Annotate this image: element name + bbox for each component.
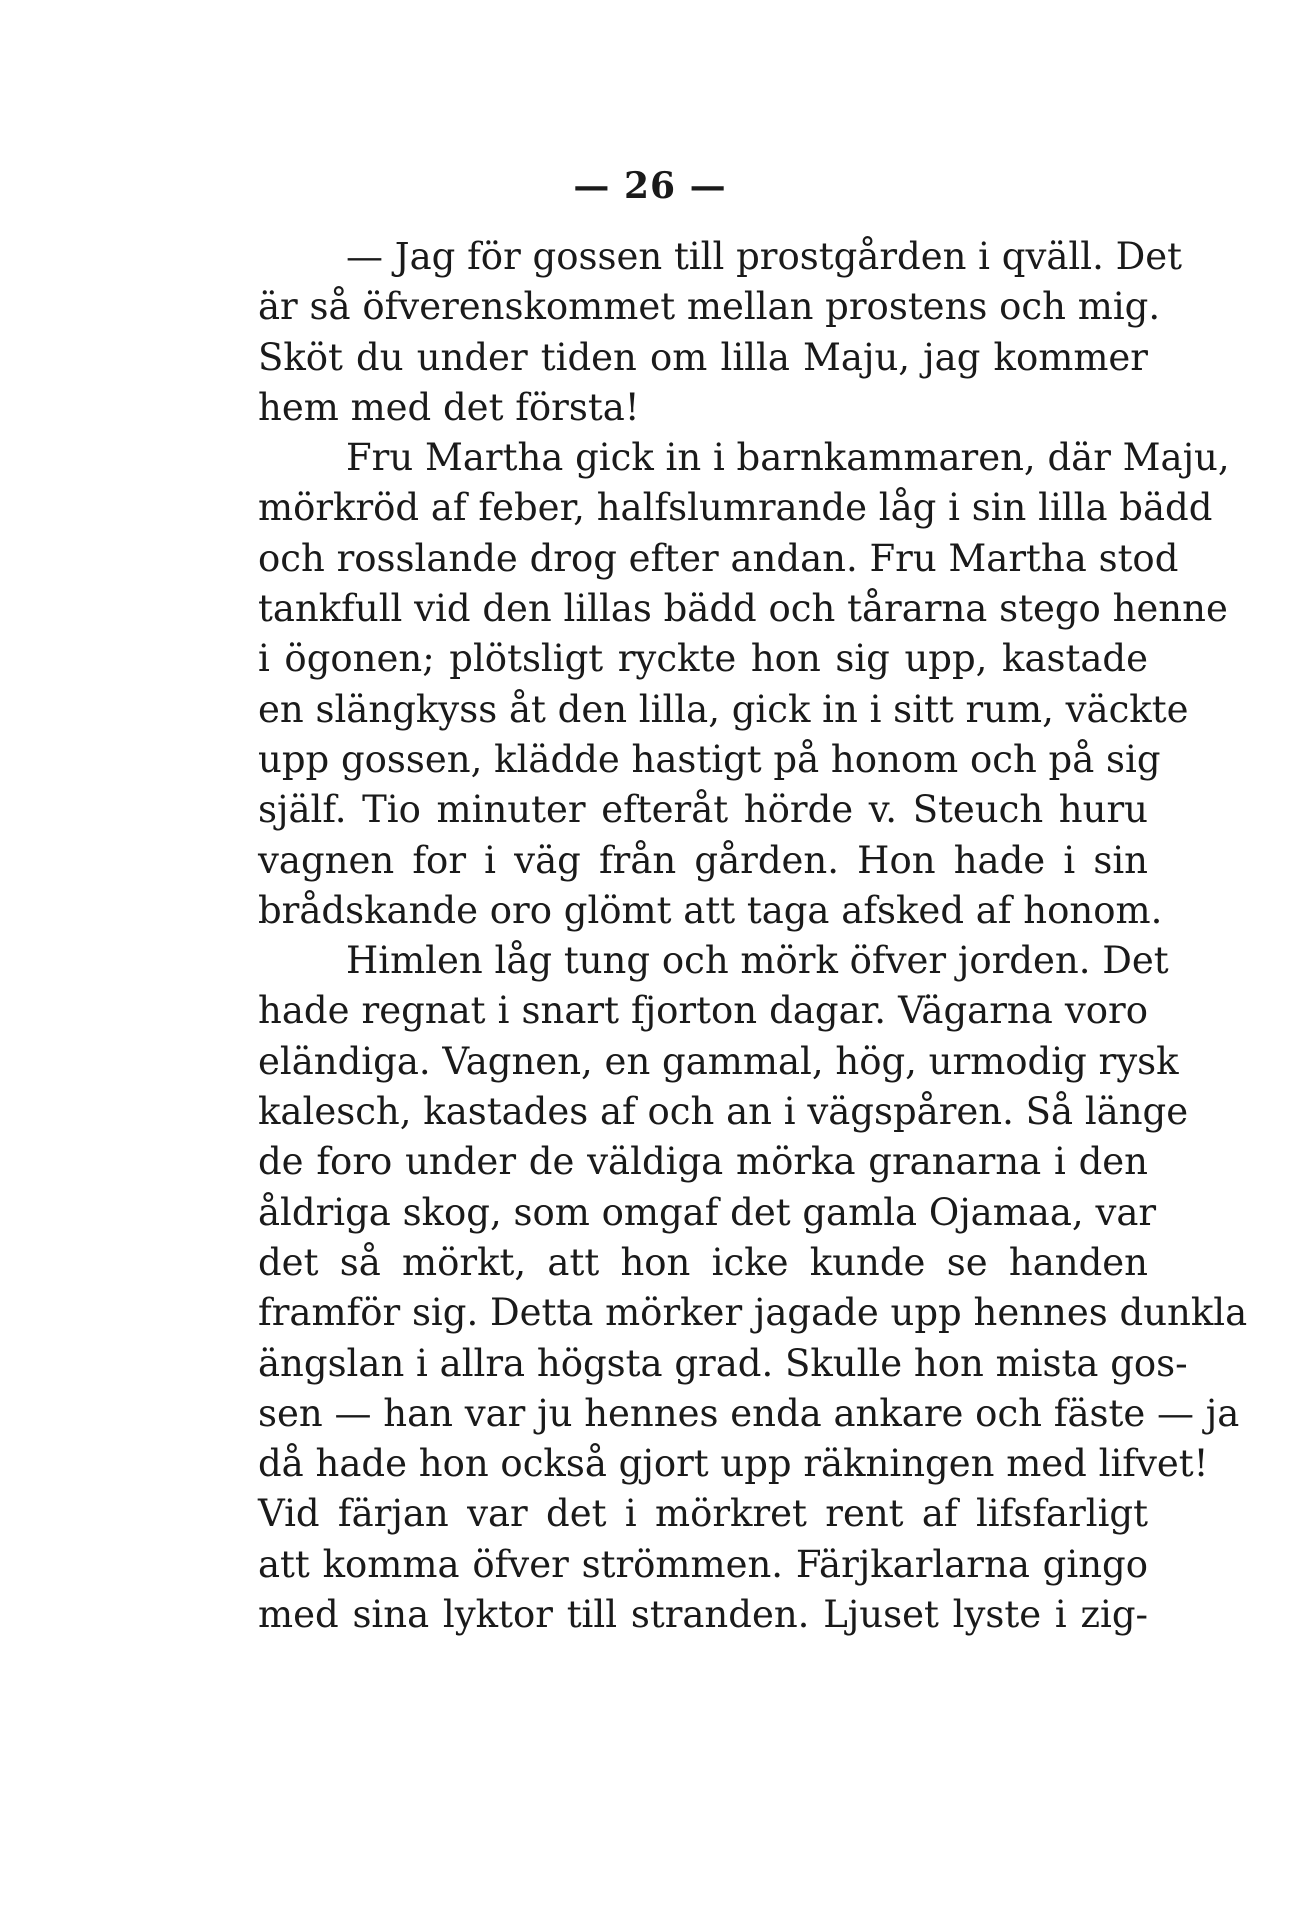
- page-number: — 26 —: [573, 165, 727, 207]
- text-line: är så öfverenskommet mellan prostens och mig.: [258, 285, 1161, 329]
- text-line: de foro under de väldiga mörka granarna i den: [258, 1140, 1148, 1184]
- text-line: hade regnat i snart fjorton dagar. Vägarna voro: [258, 989, 1148, 1033]
- text-line: Vid färjan var det i mörkret rent af lifsfarligt: [258, 1492, 1148, 1536]
- text-line: vagnen for i väg från gården. Hon hade i sin: [258, 838, 1148, 882]
- text-line: det så mörkt, att hon icke kunde se handen: [258, 1240, 1148, 1284]
- text-line: brådskande oro glömt att taga afsked af honom.: [258, 888, 1163, 932]
- text-line: åldriga skog, som omgaf det gamla Ojamaa, var: [258, 1190, 1157, 1234]
- text-line: och rosslande drog efter andan. Fru Martha stod: [258, 536, 1179, 580]
- text-line: själf. Tio minuter efteråt hörde v. Steuch huru: [258, 788, 1148, 832]
- text-line: att komma öfver strömmen. Färjkarlarna gingo: [258, 1542, 1148, 1586]
- text-line: mörkröd af feber, halfslumrande låg i sin lilla bädd: [258, 486, 1213, 530]
- text-line: kalesch, kastades af och an i vägspåren. Så länge: [258, 1090, 1189, 1134]
- text-line: ängslan i allra högsta grad. Skulle hon mista gos-: [258, 1341, 1188, 1385]
- text-line: hem med det första!: [258, 385, 640, 429]
- text-line: Himlen låg tung och mörk öfver jorden. Det: [346, 939, 1169, 983]
- text-line: då hade hon också gjort upp räkningen med lifvet!: [258, 1442, 1209, 1486]
- body-text: [258, 232, 1248, 1640]
- text-line: tankfull vid den lillas bädd och tårarna stego henne: [258, 587, 1228, 631]
- text-line: en slängkyss åt den lilla, gick in i sitt rum, väckte: [258, 687, 1189, 731]
- text-line: upp gossen, klädde hastigt på honom och på sig: [258, 737, 1161, 781]
- text-line: med sina lyktor till stranden. Ljuset lyste i zig-: [258, 1593, 1148, 1637]
- text-line: framför sig. Detta mörker jagade upp hennes dunkla: [258, 1291, 1248, 1335]
- text-line: Sköt du under tiden om lilla Maju, jag kommer: [258, 335, 1148, 379]
- text-line: sen — han var ju hennes enda ankare och fäste — ja: [258, 1391, 1240, 1435]
- text-line: i ögonen; plötsligt ryckte hon sig upp, kastade: [258, 637, 1148, 681]
- text-line: — Jag för gossen till prostgården i qväll. Det: [346, 235, 1183, 278]
- text-line: eländiga. Vagnen, en gammal, hög, urmodig rysk: [258, 1039, 1179, 1083]
- text-line: Fru Martha gick in i barnkammaren, där Maju,: [346, 436, 1230, 480]
